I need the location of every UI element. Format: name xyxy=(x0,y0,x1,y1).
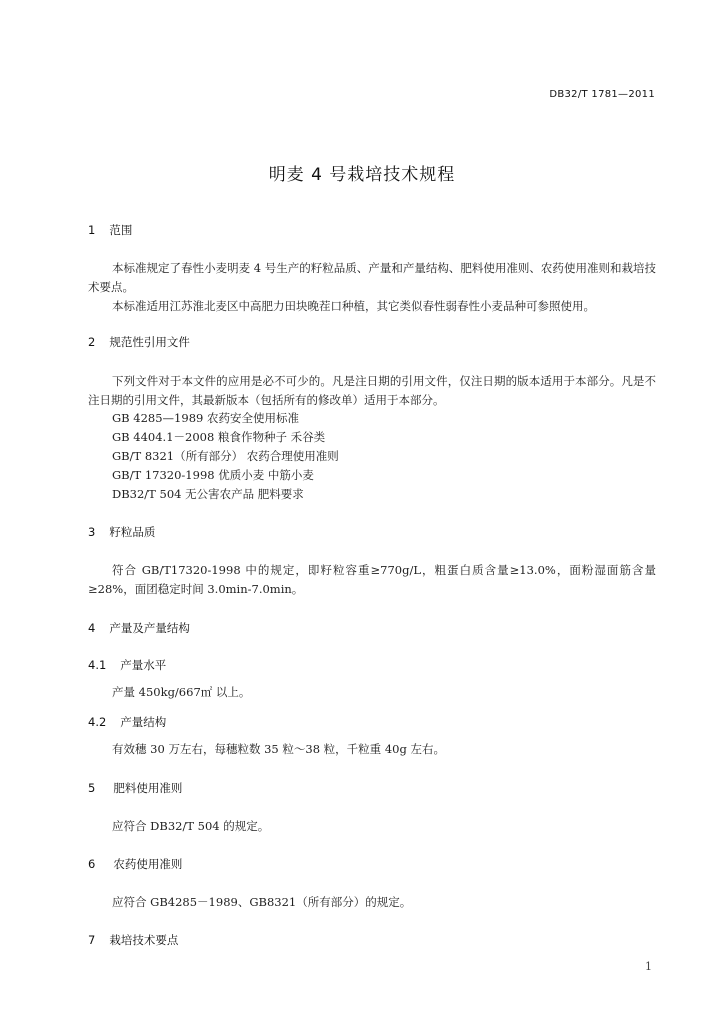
section-2-heading xyxy=(88,334,190,350)
section-title: 栽培技术要点 xyxy=(109,933,179,947)
reference-item: DB32/T 504 无公害农产品 肥料要求 xyxy=(112,487,304,501)
section-title: 农药使用准则 xyxy=(113,857,183,871)
section-number: 4.1 xyxy=(88,658,107,672)
page-number: 1 xyxy=(645,960,652,973)
section-number: 4 xyxy=(88,621,96,635)
section-4-1-text: 产量 450kg/667㎡ 以上。 xyxy=(112,685,251,699)
reference-item: GB/T 17320-1998 优质小麦 中筋小麦 xyxy=(112,468,314,482)
section-title: 肥料使用准则 xyxy=(113,781,183,795)
section-title: 籽粒品质 xyxy=(109,525,156,539)
section-5-heading xyxy=(88,780,182,796)
section-title: 规范性引用文件 xyxy=(109,335,190,349)
section-title: 产量结构 xyxy=(120,715,167,729)
section-6-text: 应符合 GB4285－1989、GB8321（所有部分）的规定。 xyxy=(112,895,412,909)
section-5-text: 应符合 DB32/T 504 的规定。 xyxy=(112,819,270,833)
section-1-paragraph-1: 本标准规定了春性小麦明麦 4 号生产的籽粒品质、产量和产量结构、肥料使用准则、农药使用准则和栽培技术要点。 xyxy=(88,261,656,294)
section-3-paragraph: 符合 GB/T17320-1998 中的规定，即籽粒容重≥770g/L，粗蛋白质含量≥13.0%，面粉湿面筋含量≥28%，面团稳定时间 3.0min-7.0min。 xyxy=(88,563,656,596)
standard-code: DB32/T 1781—2011 xyxy=(549,89,655,100)
section-number: 6 xyxy=(88,857,96,871)
section-number: 7 xyxy=(88,933,96,947)
section-number: 1 xyxy=(88,223,96,237)
section-title: 产量及产量结构 xyxy=(109,621,190,635)
reference-item: GB 4285—1989 农药安全使用标准 xyxy=(112,411,299,425)
section-title: 产量水平 xyxy=(120,658,167,672)
reference-item: GB 4404.1－2008 粮食作物种子 禾谷类 xyxy=(112,430,326,444)
section-number: 2 xyxy=(88,335,96,349)
reference-item: GB/T 8321（所有部分） 农药合理使用准则 xyxy=(112,449,339,463)
section-4-2-text: 有效穗 30 万左右，每穗粒数 35 粒～38 粒，千粒重 40g 左右。 xyxy=(112,742,445,756)
section-7-heading xyxy=(88,932,178,948)
section-number: 4.2 xyxy=(88,715,107,729)
section-3-heading xyxy=(88,524,155,540)
section-title: 范围 xyxy=(109,223,133,237)
section-number: 3 xyxy=(88,525,96,539)
section-4-2-heading xyxy=(88,714,166,730)
section-1-paragraph-2: 本标准适用江苏淮北麦区中高肥力田块晚茬口种植，其它类似春性弱春性小麦品种可参照使用。 xyxy=(112,299,595,313)
section-2-intro: 下列文件对于本文件的应用是必不可少的。凡是注日期的引用文件，仅注日期的版本适用于本部分。凡是不注日期的引用文件，其最新版本（包括所有的修改单）适用于本部分。 xyxy=(88,374,656,407)
section-4-1-heading xyxy=(88,657,166,673)
section-4-heading xyxy=(88,620,190,636)
section-number: 5 xyxy=(88,781,96,795)
document-title: 明麦 4 号栽培技术规程 xyxy=(268,165,456,185)
section-1-heading xyxy=(88,222,132,238)
section-6-heading xyxy=(88,856,182,872)
